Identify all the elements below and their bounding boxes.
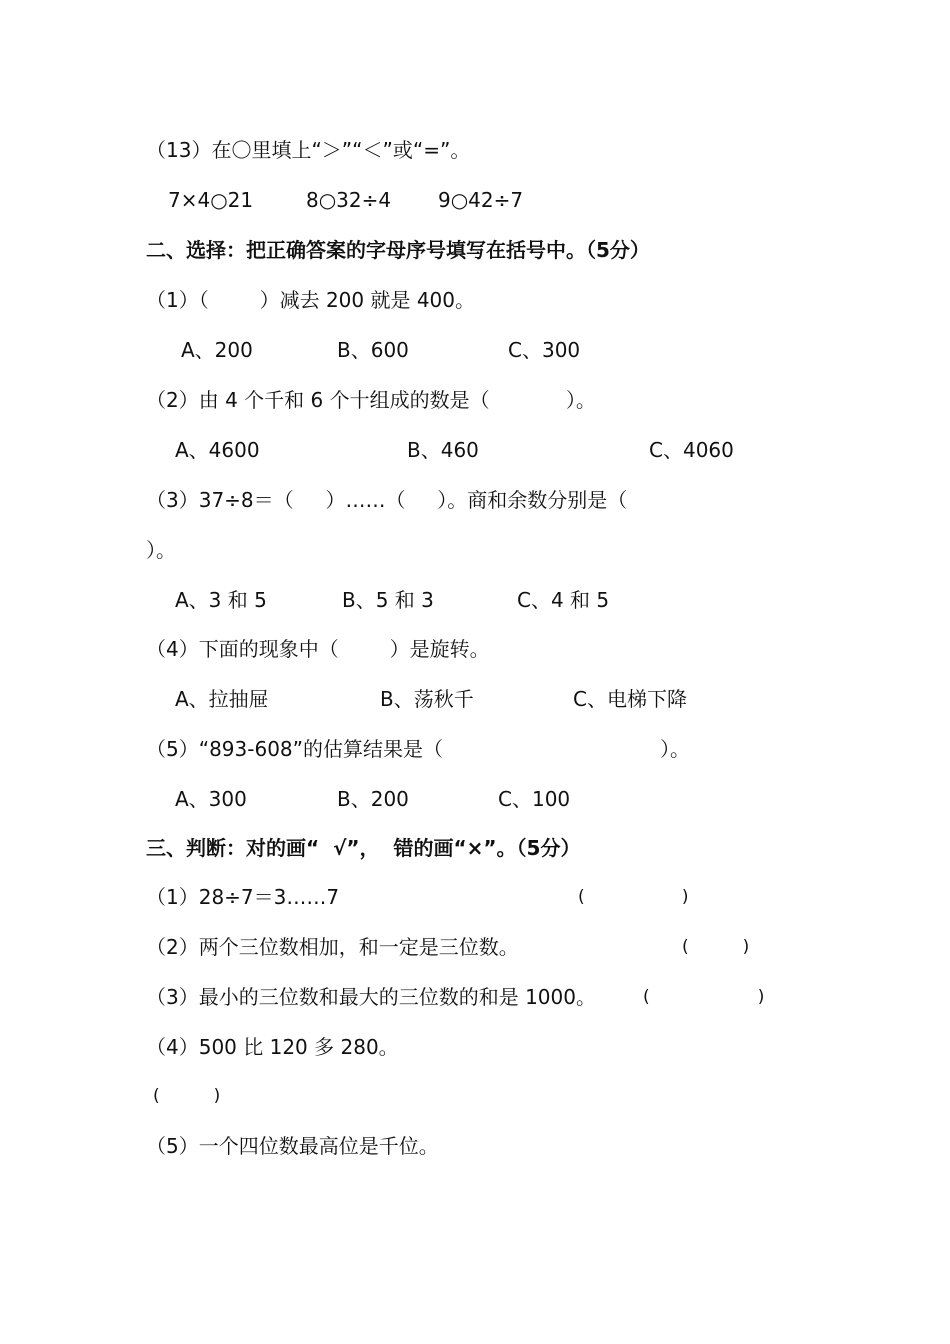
s3-item-3-paren: ( ): [643, 987, 765, 1007]
s2-q5-option-b: B、200: [337, 787, 409, 811]
s2-q2-option-c: C、4060: [649, 438, 734, 462]
s2-q5-prompt-close: ）。: [660, 737, 690, 761]
s2-q5-option-a: A、300: [175, 787, 247, 811]
s3-item-1-paren: ( ): [578, 887, 689, 907]
s3-item-2-paren: ( ): [682, 937, 750, 957]
s2-q4-option-a: A、拉抽屉: [175, 687, 269, 711]
s2-q5-option-c: C、100: [498, 787, 571, 811]
q13-item-3: 9○42÷7: [438, 188, 524, 212]
s2-q1-option-c: C、300: [508, 338, 581, 362]
s2-q4-option-c: C、电梯下降: [573, 687, 687, 711]
q13-item-1: 7×4○21: [168, 188, 254, 212]
s2-q3-option-b: B、5 和 3: [342, 588, 434, 612]
s2-q3-prompt-cont: ）。: [146, 538, 176, 562]
q13-item-2: 8○32÷4: [306, 188, 392, 212]
s2-q2-option-a: A、4600: [175, 438, 260, 462]
s3-item-3: （3）最小的三位数和最大的三位数的和是 1000。: [146, 985, 596, 1009]
s3-item-4: （4）500 比 120 多 280。: [146, 1035, 399, 1059]
s2-q4-option-b: B、荡秋千: [380, 687, 474, 711]
s2-q3-prompt: （3）37÷8＝（ ）……（ ）。商和余数分别是（: [146, 488, 628, 512]
s3-item-2: （2）两个三位数相加，和一定是三位数。: [146, 935, 519, 959]
s2-q3-option-c: C、4 和 5: [517, 588, 610, 612]
s2-q3-option-a: A、3 和 5: [175, 588, 267, 612]
s3-item-5: （5）一个四位数最高位是千位。: [146, 1134, 439, 1158]
s3-item-1: （1）28÷7＝3……7: [146, 885, 340, 909]
q13-prompt: （13）在〇里填上“＞”“＜”或“=”。: [146, 138, 471, 162]
s2-q4-prompt: （4）下面的现象中（ ）是旋转。: [146, 637, 490, 661]
s2-q2-option-b: B、460: [407, 438, 479, 462]
s2-q1-prompt: （1）（ ）减去 200 就是 400。: [146, 288, 476, 312]
section3-heading: 三、判断：对的画“ √”， 错的画“×”。（5分）: [146, 836, 581, 860]
s2-q1-option-b: B、600: [337, 338, 409, 362]
section2-heading: 二、选择：把正确答案的字母序号填写在括号中。（5分）: [146, 238, 650, 262]
s3-item-4-paren: ( ): [153, 1086, 221, 1106]
s2-q1-option-a: A、200: [181, 338, 253, 362]
s2-q5-prompt: （5）“893-608”的估算结果是（: [146, 737, 444, 761]
s2-q2-prompt: （2）由 4 个千和 6 个十组成的数是（ ）。: [146, 388, 596, 412]
